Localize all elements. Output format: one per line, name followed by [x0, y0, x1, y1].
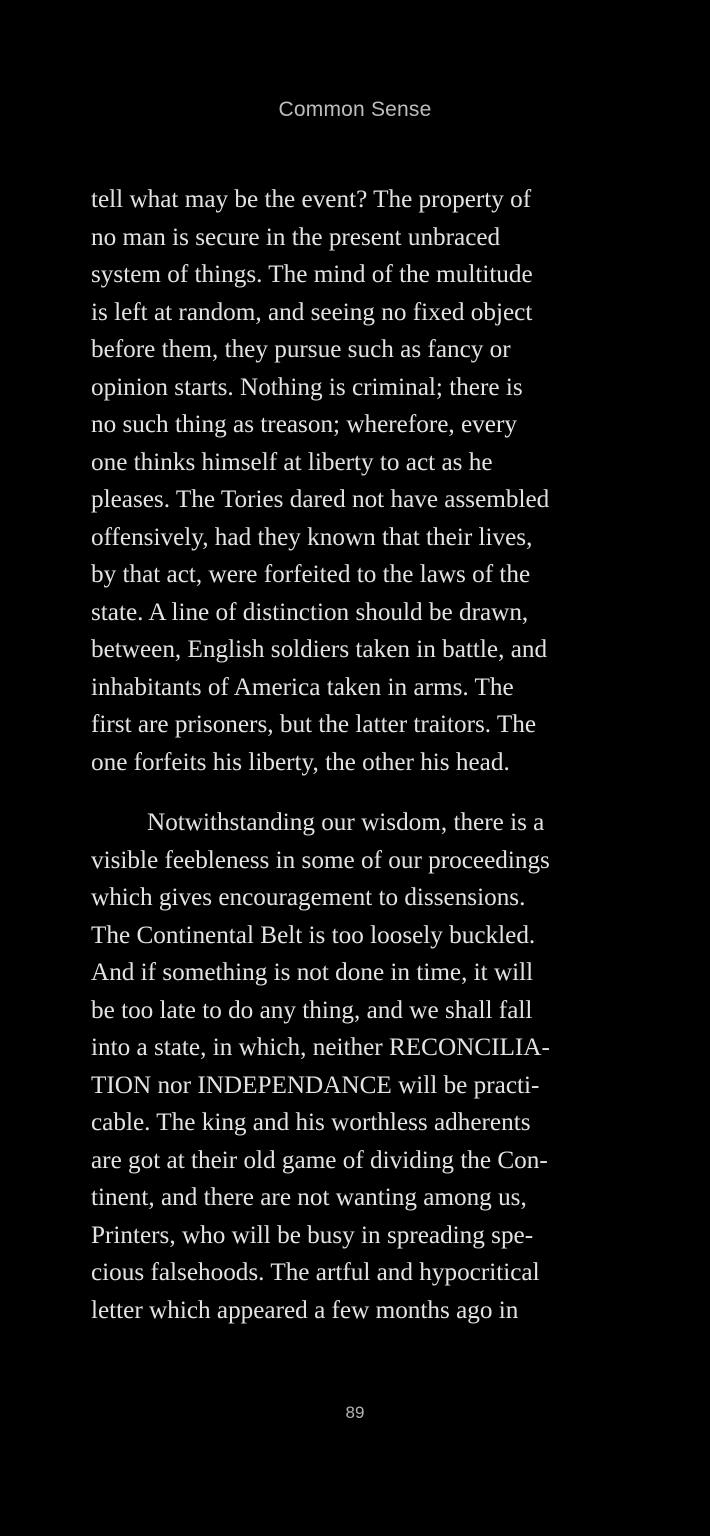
text-line: Notwithstanding our wisdom, there is a: [147, 809, 545, 836]
text-line: And if something is not done in time, it will: [91, 959, 534, 986]
text-line: tell what may be the event? The property of: [91, 186, 532, 213]
page-text: [91, 181, 651, 1329]
paragraph-gap: [91, 781, 651, 804]
text-line: cable. The king and his worthless adherents: [91, 1109, 531, 1136]
text-line: first are prisoners, but the latter traitors. The: [91, 711, 537, 738]
text-line: cious falsehoods. The artful and hypocritical: [91, 1259, 540, 1286]
text-line: which gives encouragement to dissensions.: [91, 884, 526, 911]
text-line: by that act, were forfeited to the laws of the: [91, 561, 531, 588]
text-line: The Continental Belt is too loosely buckled.: [91, 921, 536, 949]
text-line: pleases. The Tories dared not have assembled: [91, 486, 550, 513]
text-line: offensively, had they known that their lives,: [91, 523, 533, 551]
text-line: system of things. The mind of the multitude: [91, 261, 533, 288]
text-line: into a state, in which, neither RECONCILIA-: [91, 1034, 550, 1061]
book-title: Common Sense: [278, 98, 432, 121]
text-line: one thinks himself at liberty to act as he: [91, 448, 493, 476]
text-line: TION nor INDEPENDANCE will be practi-: [91, 1071, 540, 1099]
text-line: no man is secure in the present unbraced: [91, 223, 501, 251]
text-line: Printers, who will be busy in spreading spe-: [91, 1221, 534, 1249]
text-line: visible feebleness in some of our proceedings: [91, 846, 550, 874]
text-line: be too late to do any thing, and we shall fall: [91, 996, 533, 1024]
paragraph-2: [91, 804, 651, 1329]
text-line: are got at their old game of dividing the Con-: [91, 1146, 548, 1174]
page-number: 89: [345, 1403, 365, 1422]
text-line: is left at random, and seeing no fixed object: [91, 298, 533, 326]
text-line: inhabitants of America taken in arms. The: [91, 673, 514, 701]
text-line: one forfeits his liberty, the other his head.: [91, 748, 510, 776]
text-line: state. A line of distinction should be drawn,: [91, 598, 529, 626]
text-line: opinion starts. Nothing is criminal; there is: [91, 373, 523, 401]
paragraph-1: [91, 181, 651, 781]
text-line: tinent, and there are not wanting among us,: [91, 1184, 527, 1211]
text-line: between, English soldiers taken in battle, and: [91, 636, 548, 663]
text-line: letter which appeared a few months ago in: [91, 1296, 519, 1324]
text-line: no such thing as treason; wherefore, every: [91, 411, 517, 438]
text-line: before them, they pursue such as fancy or: [91, 336, 511, 363]
